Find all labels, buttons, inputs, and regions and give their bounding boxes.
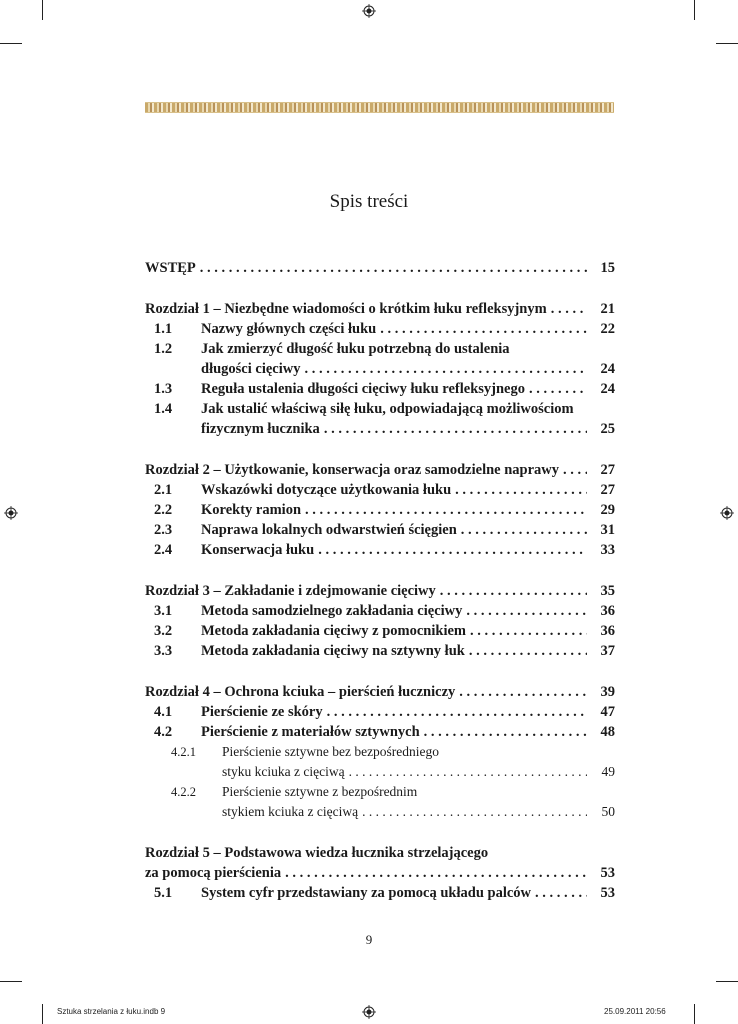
spacer xyxy=(145,560,615,581)
dot-leader xyxy=(285,863,587,883)
toc-section-row xyxy=(145,379,615,399)
toc-entry-number: 5.1 xyxy=(154,885,173,901)
toc-entry-number: 1.1 xyxy=(154,321,173,337)
toc-page-number: 36 xyxy=(600,623,615,639)
toc-entry-number: 4.2.1 xyxy=(171,745,196,759)
dot-leader xyxy=(305,500,587,520)
crop-mark xyxy=(694,0,695,20)
toc-section-row xyxy=(145,601,615,621)
toc-page-number: 15 xyxy=(600,260,615,276)
toc-page-number: 24 xyxy=(600,381,615,397)
dot-leader xyxy=(318,540,587,560)
toc-entry-title: Naprawa lokalnych odwarstwień ścięgien xyxy=(201,520,461,540)
toc-page-number: 49 xyxy=(601,764,615,779)
toc-section-row xyxy=(145,520,615,540)
toc-section-row xyxy=(145,399,615,419)
toc-entry-title: Konserwacja łuku xyxy=(201,540,318,560)
toc-subsection-row xyxy=(145,742,615,762)
dot-leader xyxy=(440,581,587,601)
toc-entry-number: 2.4 xyxy=(154,542,173,558)
toc-entry-title: fizycznym łucznika xyxy=(201,419,324,439)
crop-mark xyxy=(694,1004,695,1024)
toc-entry-title: Korekty ramion xyxy=(201,500,305,520)
toc-page-number: 24 xyxy=(600,361,615,377)
toc-entry-title: Jak zmierzyć długość łuku potrzebną do ustalenia xyxy=(201,339,514,359)
toc-chapter-row xyxy=(145,581,615,601)
toc-entry-number: 2.3 xyxy=(154,522,173,538)
toc-page-number: 36 xyxy=(600,603,615,619)
dot-leader xyxy=(327,702,587,722)
spacer xyxy=(145,278,615,299)
registration-mark-icon xyxy=(720,506,734,520)
toc-entry-number: 4.2.2 xyxy=(171,785,196,799)
toc-page-number: 53 xyxy=(600,865,615,881)
toc-section-row xyxy=(145,339,615,359)
registration-mark-icon xyxy=(362,1005,376,1019)
toc-entry-number: 4.2 xyxy=(154,724,173,740)
toc-section-row xyxy=(145,883,615,903)
dot-leader xyxy=(529,379,587,399)
toc-section-row xyxy=(145,419,615,439)
spacer xyxy=(145,661,615,682)
toc-entry-number: 2.2 xyxy=(154,502,173,518)
toc-page-number: 53 xyxy=(600,885,615,901)
toc-entry-number: 3.2 xyxy=(154,623,173,639)
toc-section-row xyxy=(145,702,615,722)
table-of-contents xyxy=(145,258,615,903)
dot-leader xyxy=(424,722,587,742)
toc-entry-title: Wskazówki dotyczące użytkowania łuku xyxy=(201,480,455,500)
toc-entry-title: Metoda zakładania cięciwy z pomocnikiem xyxy=(201,621,470,641)
toc-section-row xyxy=(145,722,615,742)
dot-leader xyxy=(200,258,587,278)
toc-entry-number: 1.2 xyxy=(154,341,173,357)
toc-page-number: 21 xyxy=(600,301,615,317)
crop-mark xyxy=(716,981,738,982)
toc-entry-number: 3.1 xyxy=(154,603,173,619)
toc-section-row xyxy=(145,500,615,520)
toc-section-row xyxy=(145,359,615,379)
toc-page-number: 35 xyxy=(600,583,615,599)
crop-mark xyxy=(42,0,43,20)
toc-entry-title: Reguła ustalenia długości cięciwy łuku refleksyjnego xyxy=(201,379,529,399)
toc-page-number: 27 xyxy=(600,482,615,498)
decorative-ornament-border xyxy=(145,102,614,113)
toc-page-number: 37 xyxy=(600,643,615,659)
toc-entry-title: Metoda samodzielnego zakładania cięciwy xyxy=(201,601,466,621)
toc-entry-title: WSTĘP xyxy=(145,258,200,278)
toc-subsection-row xyxy=(145,762,615,782)
toc-subsection-row xyxy=(145,782,615,802)
page-title: Spis treści xyxy=(329,190,409,212)
dot-leader xyxy=(362,802,587,822)
toc-chapter-row xyxy=(145,299,615,319)
dot-leader xyxy=(380,319,587,339)
toc-entry-title: Rozdział 2 – Użytkowanie, konserwacja oraz samodzielne naprawy xyxy=(145,460,563,480)
toc-section-row xyxy=(145,641,615,661)
toc-entry-title: Pierścienie ze skóry xyxy=(201,702,327,722)
toc-page-number: 27 xyxy=(600,462,615,478)
toc-entry-title: Pierścienie sztywne z bezpośrednim xyxy=(222,782,421,802)
dot-leader xyxy=(563,460,587,480)
toc-chapter-row xyxy=(145,258,615,278)
toc-chapter-row xyxy=(145,863,615,883)
print-slug-date: 25.09.2011 20:56 xyxy=(604,1007,666,1016)
toc-page-number: 33 xyxy=(600,542,615,558)
toc-entry-title: Jak ustalić właściwą siłę łuku, odpowiadającą możliwościom xyxy=(201,399,578,419)
toc-entry-title: stykiem kciuka z cięciwą xyxy=(222,802,362,822)
registration-mark-icon xyxy=(4,506,18,520)
toc-entry-title: Rozdział 4 – Ochrona kciuka – pierścień łuczniczy xyxy=(145,682,459,702)
toc-chapter-row xyxy=(145,843,615,863)
toc-entry-title: Rozdział 5 – Podstawowa wiedza łucznika strzelającego xyxy=(145,843,492,863)
toc-entry-number: 2.1 xyxy=(154,482,173,498)
toc-entry-number: 4.1 xyxy=(154,704,173,720)
crop-mark xyxy=(0,43,22,44)
spacer xyxy=(145,439,615,460)
toc-entry-title: Pierścienie sztywne bez bezpośredniego xyxy=(222,742,443,762)
dot-leader xyxy=(535,883,587,903)
toc-entry-number: 1.4 xyxy=(154,401,173,417)
dot-leader xyxy=(551,299,587,319)
toc-entry-title: za pomocą pierścienia xyxy=(145,863,285,883)
toc-page-number: 47 xyxy=(600,704,615,720)
dot-leader xyxy=(461,520,587,540)
toc-entry-title: System cyfr przedstawiany za pomocą układu palców xyxy=(201,883,535,903)
crop-mark xyxy=(0,981,22,982)
dot-leader xyxy=(466,601,587,621)
toc-entry-number: 1.3 xyxy=(154,381,173,397)
dot-leader xyxy=(459,682,587,702)
toc-chapter-row xyxy=(145,460,615,480)
toc-entry-title: Nazwy głównych części łuku xyxy=(201,319,380,339)
spacer xyxy=(145,822,615,843)
toc-entry-title: Rozdział 3 – Zakładanie i zdejmowanie cięciwy xyxy=(145,581,440,601)
toc-page-number: 50 xyxy=(601,804,615,819)
toc-page-number: 31 xyxy=(600,522,615,538)
toc-page-number: 39 xyxy=(600,684,615,700)
toc-page-number: 29 xyxy=(600,502,615,518)
toc-page-number: 25 xyxy=(600,421,615,437)
toc-chapter-row xyxy=(145,682,615,702)
toc-entry-title: długości cięciwy xyxy=(201,359,304,379)
toc-entry-title: Rozdział 1 – Niezbędne wiadomości o krótkim łuku refleksyjnym xyxy=(145,299,551,319)
dot-leader xyxy=(324,419,587,439)
toc-page-number: 48 xyxy=(600,724,615,740)
crop-mark xyxy=(42,1004,43,1024)
crop-mark xyxy=(716,43,738,44)
toc-entry-title: styku kciuka z cięciwą xyxy=(222,762,349,782)
toc-page-number: 22 xyxy=(600,321,615,337)
toc-section-row xyxy=(145,480,615,500)
dot-leader xyxy=(470,621,587,641)
toc-entry-title: Metoda zakładania cięciwy na sztywny łuk xyxy=(201,641,469,661)
print-slug-file: Sztuka strzelania z łuku.indb 9 xyxy=(57,1007,166,1016)
dot-leader xyxy=(304,359,587,379)
toc-section-row xyxy=(145,621,615,641)
dot-leader xyxy=(455,480,587,500)
dot-leader xyxy=(349,762,587,782)
toc-entry-title: Pierścienie z materiałów sztywnych xyxy=(201,722,424,742)
page-number: 9 xyxy=(365,932,373,947)
registration-mark-icon xyxy=(362,4,376,18)
toc-subsection-row xyxy=(145,802,615,822)
toc-entry-number: 3.3 xyxy=(154,643,173,659)
toc-section-row xyxy=(145,319,615,339)
toc-section-row xyxy=(145,540,615,560)
dot-leader xyxy=(469,641,587,661)
